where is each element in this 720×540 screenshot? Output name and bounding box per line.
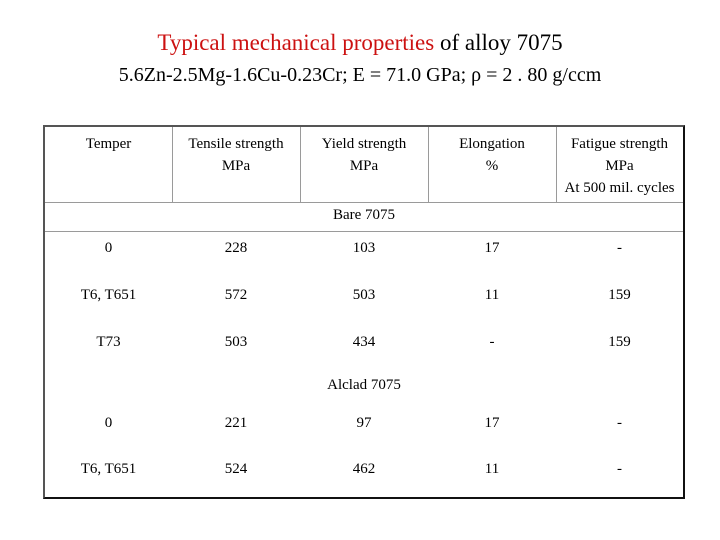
header-yield-strength: Yield strength MPa <box>321 136 407 174</box>
cell-fatigue: - <box>617 461 622 477</box>
section-label-alclad: Alclad 7075 <box>327 377 401 393</box>
header-divider <box>45 202 683 203</box>
alloy-composition: 5.6Zn-2.5Mg-1.6Cu-0.23Cr; E = 71.0 GPa; ρ = 2 . 80 g/ccm <box>118 64 602 86</box>
section-divider <box>45 231 683 232</box>
header-elongation: Elongation % <box>459 136 525 174</box>
slide-title <box>0 30 720 56</box>
header-fatigue-strength: Fatigue strength MPa At 500 mil. cycles <box>564 136 675 196</box>
cell-yield: 503 <box>352 287 376 303</box>
properties-table <box>43 125 685 499</box>
cell-tensile: 221 <box>224 415 248 431</box>
cell-elongation: 11 <box>484 461 500 477</box>
cell-elongation: 11 <box>484 287 500 303</box>
cell-fatigue: 159 <box>608 287 631 303</box>
cell-temper: T73 <box>96 334 121 350</box>
header-tensile-strength: Tensile strength MPa <box>188 136 284 174</box>
cell-yield: 434 <box>352 334 376 350</box>
cell-temper: T6, T651 <box>80 461 137 477</box>
cell-temper: 0 <box>104 240 113 256</box>
cell-yield: 97 <box>356 415 372 431</box>
cell-elongation: 17 <box>484 415 500 431</box>
cell-elongation: 17 <box>484 240 500 256</box>
title-highlight: Typical mechanical properties <box>157 30 435 55</box>
cell-fatigue: 159 <box>608 334 631 350</box>
cell-temper: T6, T651 <box>80 287 137 303</box>
cell-fatigue: - <box>617 415 622 431</box>
section-label-bare: Bare 7075 <box>332 207 396 223</box>
cell-yield: 103 <box>352 240 376 256</box>
cell-tensile: 524 <box>224 461 248 477</box>
cell-temper: 0 <box>104 415 113 431</box>
cell-elongation: - <box>489 334 495 350</box>
cell-tensile: 228 <box>224 240 248 256</box>
header-temper: Temper <box>85 136 132 152</box>
cell-tensile: 503 <box>224 334 248 350</box>
cell-fatigue: - <box>617 240 622 256</box>
title-rest: of alloy 7075 <box>434 30 563 55</box>
cell-tensile: 572 <box>224 287 248 303</box>
cell-yield: 462 <box>352 461 376 477</box>
